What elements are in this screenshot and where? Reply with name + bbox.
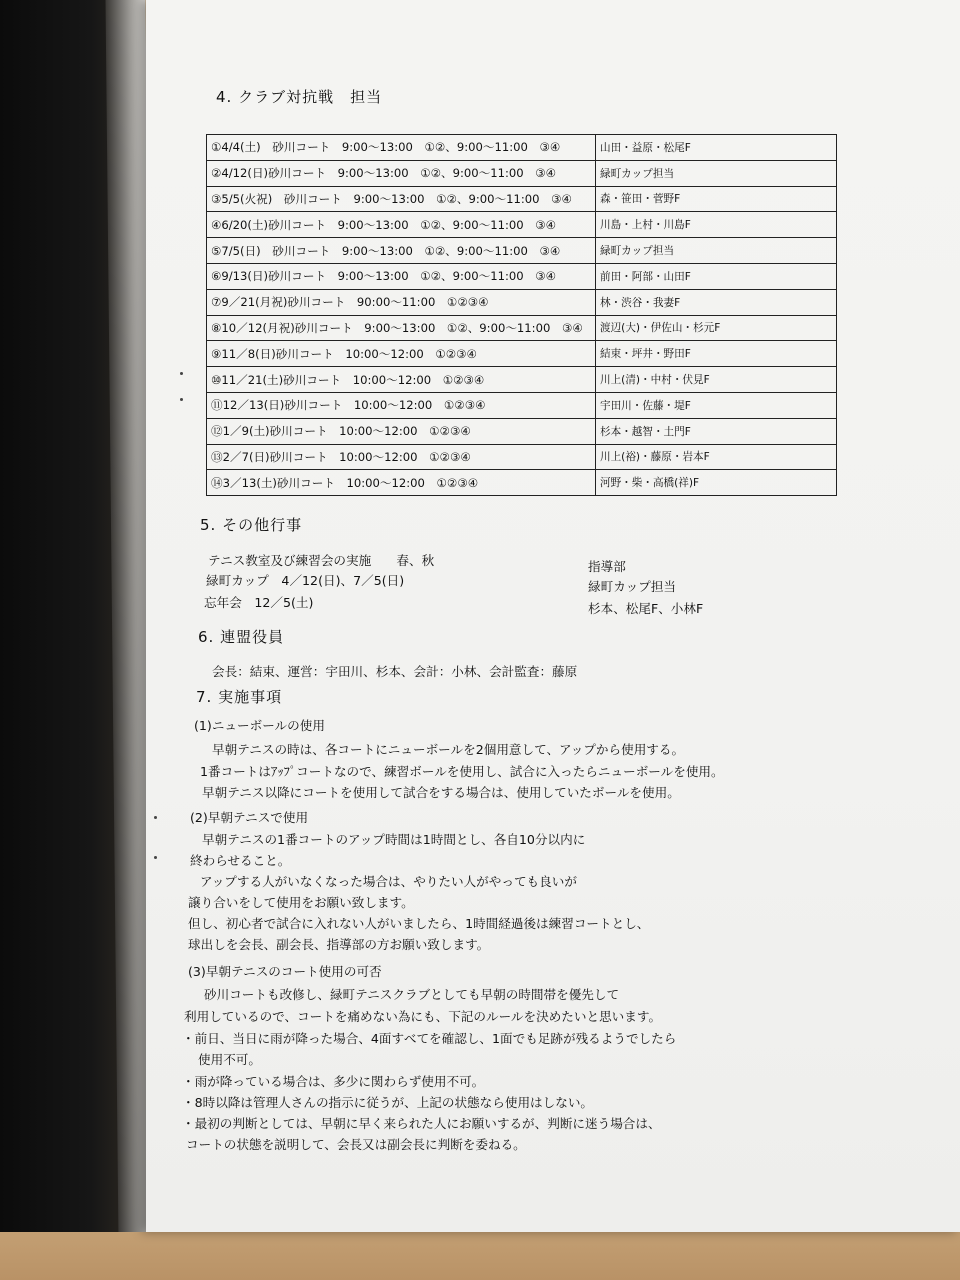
match-schedule-table: [206, 134, 837, 496]
staff-cell: 杉本・越智・土門F: [596, 418, 837, 444]
punch-hole-mark: [154, 816, 157, 819]
sub3-heading: (3)早朝テニスのコート使用の可否: [188, 964, 382, 979]
staff-cell: 川上(裕)・藤原・岩本F: [596, 444, 837, 470]
sub3-line: ・最初の判断としては、早朝に早く来られた人にお願いするが、判断に迷う場合は、: [182, 1116, 661, 1131]
punch-hole-mark: [180, 398, 183, 401]
schedule-cell: ④6/20(土)砂川コート 9:00～13:00 ①②、9:00～11:00 ③④: [207, 212, 596, 238]
sub2-line: 終わらせること。: [190, 853, 291, 868]
schedule-row: [207, 315, 837, 341]
sub3-line: 使用不可。: [198, 1052, 261, 1067]
sub3-line: ・雨が降っている場合は、多少に関わらず使用不可。: [182, 1074, 485, 1089]
punch-hole-mark: [180, 372, 183, 375]
schedule-row: [207, 238, 837, 264]
staff-cell: 川上(清)・中村・伏見F: [596, 367, 837, 393]
schedule-row: [207, 263, 837, 289]
staff-cell: 宇田川・佐藤・堤F: [596, 392, 837, 418]
schedule-cell: ⑭3／13(土)砂川コート 10:00～12:00 ①②③④: [207, 470, 596, 496]
staff-cell: 川島・上村・川島F: [596, 212, 837, 238]
sub3-line: ・8時以降は管理人さんの指示に従うが、上記の状態なら使用はしない。: [182, 1095, 594, 1110]
sub2-line: 但し、初心者で試合に入れない人がいましたら、1時間経過後は練習コートとし、: [188, 916, 650, 931]
schedule-row: [207, 418, 837, 444]
staff-cell: 結束・坪井・野田F: [596, 341, 837, 367]
schedule-row: [207, 289, 837, 315]
staff-cell: 林・渋谷・我妻F: [596, 289, 837, 315]
schedule-cell: ⑫1／9(土)砂川コート 10:00～12:00 ①②③④: [207, 418, 596, 444]
sub2-heading: (2)早朝テニスで使用: [190, 810, 309, 825]
event-lesson: テニス教室及び練習会の実施 春、秋: [208, 553, 435, 568]
schedule-cell: ⑬2／7(日)砂川コート 10:00～12:00 ①②③④: [207, 444, 596, 470]
sub1-line: 早朝テニスの時は、各コートにニューボールを2個用意して、アップから使用する。: [212, 742, 685, 757]
schedule-row: [207, 341, 837, 367]
sub3-line: ・前日、当日に雨が降った場合、4面すべてを確認し、1面でも足跡が残るようでしたら: [182, 1031, 677, 1046]
schedule-row: [207, 470, 837, 496]
schedule-cell: ⑤7/5(日) 砂川コート 9:00～13:00 ①②、9:00～11:00 ③④: [207, 238, 596, 264]
document-page: [146, 0, 960, 1232]
schedule-cell: ③5/5(火祝) 砂川コート 9:00～13:00 ①②、9:00～11:00 ③④: [207, 186, 596, 212]
event-cup-staff: 緑町カップ担当: [588, 579, 677, 594]
sub1-heading: (1)ニューボールの使用: [194, 718, 325, 733]
schedule-cell: ⑥9/13(日)砂川コート 9:00～13:00 ①②、9:00～11:00 ③④: [207, 263, 596, 289]
schedule-row: [207, 135, 837, 161]
schedule-row: [207, 160, 837, 186]
event-party: 忘年会 12／5(土): [204, 595, 314, 610]
schedule-row: [207, 392, 837, 418]
schedule-cell: ②4/12(日)砂川コート 9:00～13:00 ①②、9:00～11:00 ③④: [207, 160, 596, 186]
schedule-cell: ⑪12／13(日)砂川コート 10:00～12:00 ①②③④: [207, 392, 596, 418]
event-cup: 緑町カップ 4／12(日)、7／5(日): [206, 573, 405, 588]
sub2-line: 早朝テニスの1番コートのアップ時間は1時間とし、各自10分以内に: [202, 832, 586, 847]
schedule-row: [207, 444, 837, 470]
sub2-line: 譲り合いをして使用をお願い致します。: [188, 895, 414, 910]
schedule-row: [207, 212, 837, 238]
section4-title: 4. クラブ対抗戦 担当: [216, 88, 383, 106]
staff-cell: 渡辺(大)・伊佐山・杉元F: [596, 315, 837, 341]
staff-cell: 山田・益原・松尾F: [596, 135, 837, 161]
sub3-line: 砂川コートも改修し、緑町テニスクラブとしても早朝の時間帯を優先して: [204, 987, 620, 1002]
schedule-cell: ⑧10／12(月祝)砂川コート 9:00～13:00 ①②、9:00～11:00 ③④: [207, 315, 596, 341]
schedule-cell: ⑦9／21(月祝)砂川コート 90:00～11:00 ①②③④: [207, 289, 596, 315]
schedule-cell: ⑩11／21(土)砂川コート 10:00～12:00 ①②③④: [207, 367, 596, 393]
schedule-row: [207, 186, 837, 212]
section6-title: 6. 連盟役員: [198, 628, 285, 646]
staff-cell: 河野・柴・高橋(祥)F: [596, 470, 837, 496]
schedule-cell: ⑨11／8(日)砂川コート 10:00～12:00 ①②③④: [207, 341, 596, 367]
staff-cell: 前田・阿部・山田F: [596, 263, 837, 289]
punch-hole-mark: [154, 856, 157, 859]
event-party-staff: 杉本、松尾F、小林F: [588, 601, 704, 616]
sub1-line: 早朝テニス以降にコートを使用して試合をする場合は、使用していたボールを使用。: [202, 785, 680, 800]
sub1-line: 1番コートはｱｯﾌﾟコートなので、練習ボールを使用し、試合に入ったらニューボールを使用。: [200, 764, 724, 779]
sub3-line: 利用しているので、コートを痛めない為にも、下記のルールを決めたいと思います。: [184, 1009, 662, 1024]
section7-title: 7. 実施事項: [196, 688, 283, 706]
staff-cell: 緑町カップ担当: [596, 160, 837, 186]
section5-title: 5. その他行事: [200, 516, 303, 534]
officers-text: 会長：結束、運営：宇田川、杉本、会計：小林、会計監査：藤原: [212, 664, 578, 679]
sub2-line: アップする人がいなくなった場合は、やりたい人がやっても良いが: [200, 874, 577, 889]
sub3-line: コートの状態を説明して、会長又は副会長に判断を委ねる。: [186, 1137, 526, 1152]
schedule-row: [207, 367, 837, 393]
sub2-line: 球出しを会長、副会長、指導部の方お願い致します。: [188, 937, 490, 952]
staff-cell: 森・笹田・菅野F: [596, 186, 837, 212]
wooden-table: [0, 1232, 960, 1280]
schedule-cell: ①4/4(土) 砂川コート 9:00～13:00 ①②、9:00～11:00 ③④: [207, 135, 596, 161]
staff-cell: 緑町カップ担当: [596, 238, 837, 264]
event-lesson-staff: 指導部: [588, 559, 626, 574]
